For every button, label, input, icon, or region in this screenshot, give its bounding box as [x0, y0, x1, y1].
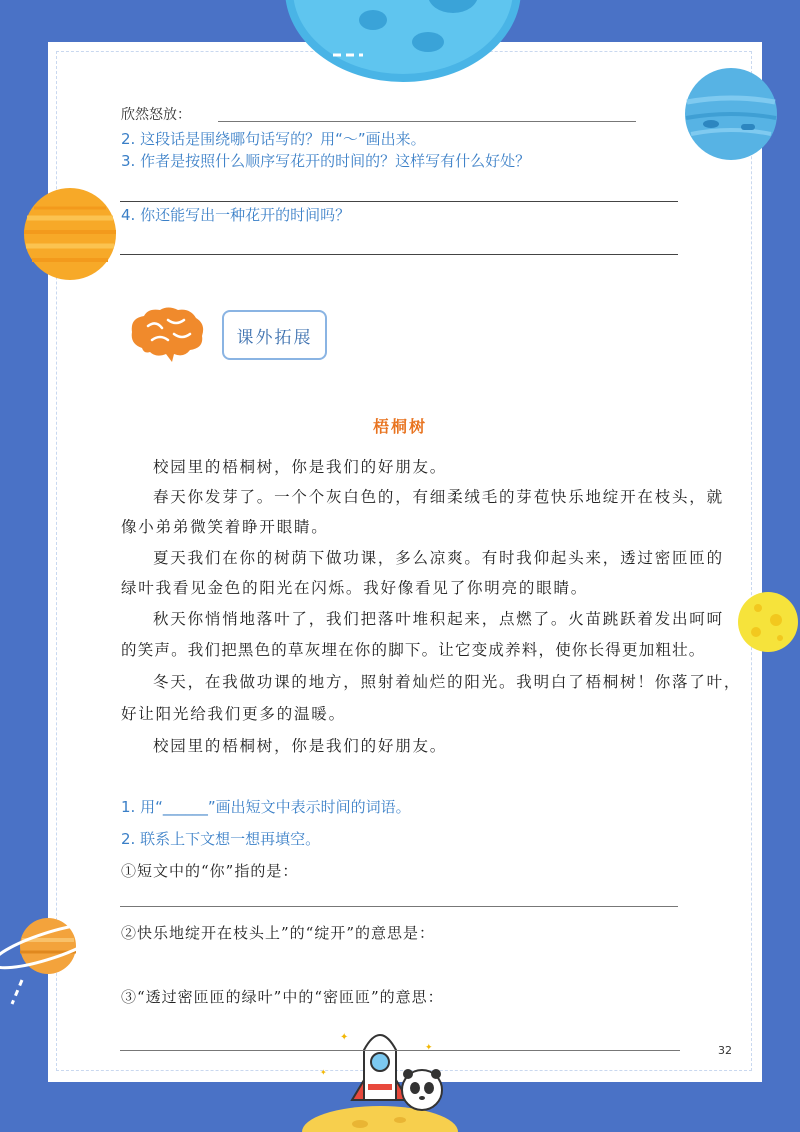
answer-line[interactable]: [218, 121, 636, 122]
svg-text:✦: ✦: [340, 1032, 349, 1043]
planet-ringed-icon: [0, 902, 120, 1012]
story-paragraph-line: 像小弟弟微笑着睁开眼睛。: [121, 518, 329, 536]
story-title: 梧桐树: [372, 417, 427, 436]
story-paragraph-line: 秋天你悄悄地落叶了，我们把落叶堆积起来，点燃了。火苗跳跃着发出呵呵: [153, 610, 724, 628]
sub-question-2: ②快乐地绽开在枝头上”的“绽开”的意思是：: [121, 924, 436, 942]
story-paragraph-line: 校园里的梧桐树，你是我们的好朋友。: [153, 737, 448, 755]
story-paragraph-line: 春天你发芽了。一个个灰白色的，有细柔绒毛的芽苞快乐地绽开在枝头，就: [153, 488, 724, 506]
planet-blue-icon: [683, 66, 779, 162]
question-4: 4. 你还能写出一种花开的时间吗？: [121, 206, 351, 224]
answer-line[interactable]: [120, 201, 678, 202]
story-paragraph-line: 的笑声。我们把黑色的草灰埋在你的脚下。让它变成养料，使你长得更加粗壮。: [121, 641, 706, 659]
exercise-question-1: 1. 用“______”画出短文中表示时间的词语。: [121, 798, 411, 816]
question-3: 3. 作者是按照什么顺序写花开的时间的？这样写有什么好处？: [121, 152, 531, 170]
story-paragraph-line: 绿叶我看见金色的阳光在闪烁。我好像看见了你明亮的眼睛。: [121, 579, 589, 597]
planet-top-icon: [278, 0, 528, 90]
sub-question-1: ①短文中的“你”指的是：: [121, 862, 299, 880]
answer-line[interactable]: [120, 1050, 680, 1051]
astronaut-panda-icon: [396, 1066, 448, 1116]
section-label: 课外拓展: [236, 327, 313, 348]
planet-orange-icon: [22, 186, 118, 282]
brain-icon: [128, 306, 206, 364]
page-number: 32: [718, 1044, 732, 1057]
story-paragraph-line: 校园里的梧桐树，你是我们的好朋友。: [153, 458, 448, 476]
story-paragraph-line: 好让阳光给我们更多的温暖。: [121, 705, 346, 723]
section-label-box: [222, 310, 327, 360]
story-paragraph-line: 夏天我们在你的树荫下做功课，多么凉爽。有时我仰起头来，透过密匝匝的: [153, 549, 724, 567]
exercise-question-2: 2. 联系上下文想一想再填空。: [121, 830, 321, 848]
svg-text:✦: ✦: [425, 1043, 433, 1053]
planet-yellow-icon: [736, 590, 800, 654]
fill-prompt-xinran: 欣然怒放：: [121, 107, 191, 123]
sub-question-3: ③“透过密匝匝的绿叶”中的“密匝匝”的意思：: [121, 988, 444, 1006]
svg-text:✦: ✦: [320, 1068, 327, 1077]
question-2: 2. 这段话是围绕哪句话写的？用“～”画出来。: [121, 130, 426, 148]
story-paragraph-line: 冬天，在我做功课的地方，照射着灿烂的阳光。我明白了梧桐树！你落了叶，: [153, 673, 742, 691]
answer-line[interactable]: [120, 906, 678, 907]
answer-line[interactable]: [120, 254, 678, 255]
